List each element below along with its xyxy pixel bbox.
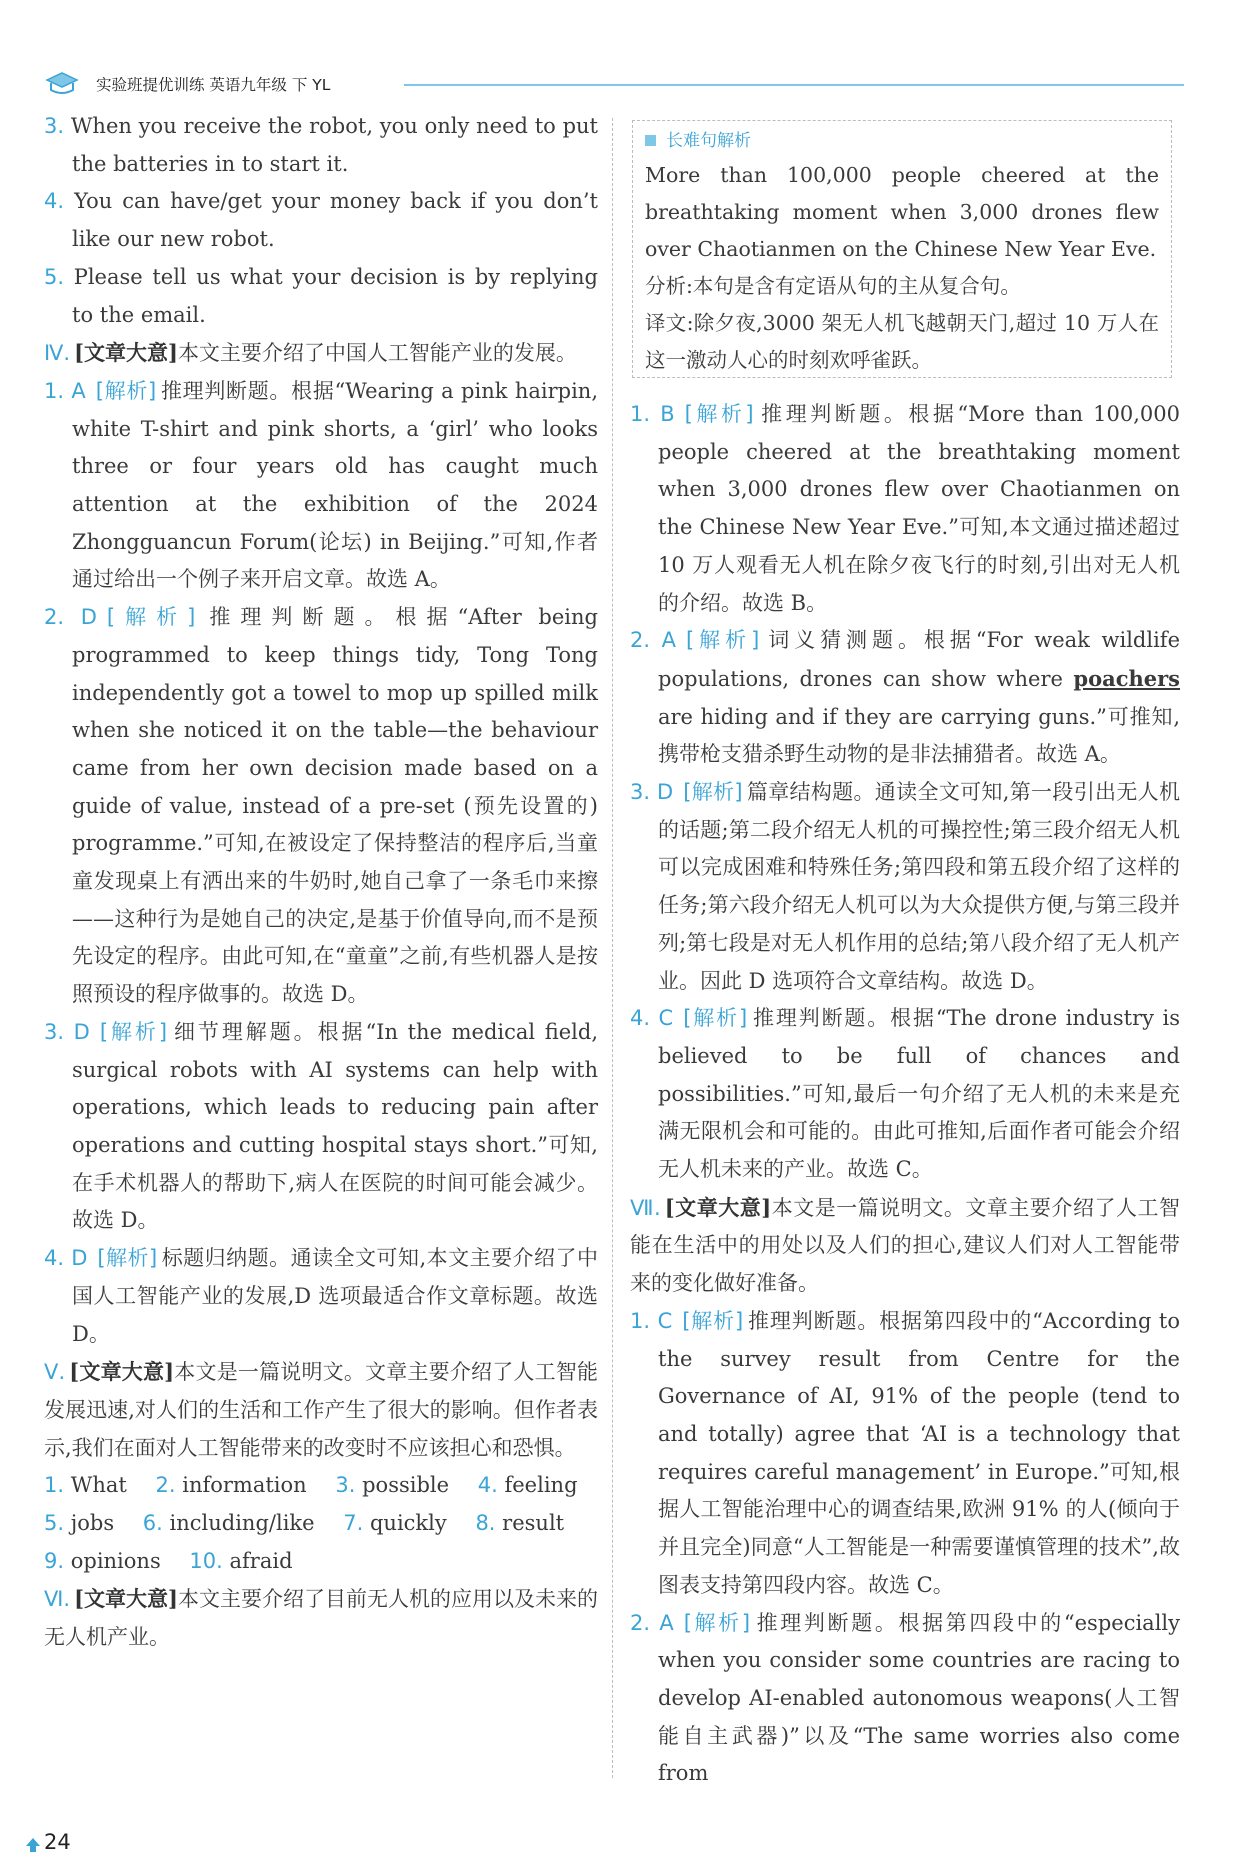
- answer-item: 1. C [解析] 推理判断题。根据第四段中的“According to the survey result from Centre for the Governance of AI, 91% of the people (tend to and totally) agree that ‘AI is a technology that requires careful management’ in Europe.”可知,根据人工智能治理中心的调查结果,欧洲 91% 的人(倾向于并且完全)同意“人工智能是一种需要谨慎管理的技术”,故图表支持第四段内容。故选 C。: [630, 1308, 1180, 1597]
- header-rule: [404, 84, 1184, 86]
- fill-answers-row: 9. opinions 10. afraid: [44, 1548, 293, 1573]
- keyword-poachers: poachers: [1073, 665, 1180, 691]
- fill-answers-row: 1. What 2. information 3. possible 4. feeling: [44, 1473, 578, 1498]
- answer-item: 4. You can have/get your money back if you don’t like our new robot.: [44, 189, 598, 252]
- square-bullet-icon: [645, 135, 656, 146]
- box-analysis: 分析:本句是含有定语从句的主从复合句。: [645, 274, 1021, 298]
- section-summary: Ⅳ. [文章大意]本文主要介绍了中国人工智能产业的发展。: [44, 340, 577, 366]
- answer-item: 1. A [解析] 推理判断题。根据“Wearing a pink hairpin, white T-shirt and pink shorts, a ‘girl’ who looks three or four years old has caught much attention at the exhibition of the 2024 Zhongguancun Forum(论坛) in Beijing.”可知,作者通过给出一个例子来开启文章。故选 A。: [44, 378, 599, 592]
- book-icon: [44, 68, 80, 98]
- answer-item: 4. C [解析] 推理判断题。根据“The drone industry is believed to be full of chances and possibilities.”可知,最后一句介绍了无人机的未来是充满无限机会和可能的。由此可推知,后面作者可能会介绍无人机未来的产业。故选 C。: [630, 1006, 1180, 1182]
- box-title: 长难句解析: [645, 129, 1159, 153]
- box-translation: 译文:除夕夜,3000 架无人机飞越朝天门,超过 10 万人在这一激动人心的时刻欢呼雀跃。: [645, 311, 1159, 372]
- arrow-up-icon: [24, 1836, 42, 1854]
- answer-item: 1. B [解析] 推理判断题。根据“More than 100,000 people cheered at the breathtaking moment when 3,000 drones flew over Chaotianmen on the Chinese New Year Eve.”可知,本文通过描述超过 10 万人观看无人机在除夕夜飞行的时刻,引出对无人机的介绍。故选 B。: [630, 402, 1181, 615]
- answer-item: 5. Please tell us what your decision is by replying to the email.: [44, 264, 598, 327]
- left-column: [44, 108, 598, 1657]
- page-header: [44, 68, 1184, 98]
- right-column: [630, 396, 1180, 1793]
- answer-item: 2. D [解析] 推理判断题。根据“After being programmed to keep things tidy, Tong Tong independently got a towel to mop up spilled milk when she noticed it on the table—the behaviour came from her own decision made based on a guide of value, instead of a pre-set (预先设置的) programme.”可知,在被设定了保持整洁的程序后,当童童发现桌上有洒出来的牛奶时,她自己拿了一条毛巾来擦——这种行为是她自己的决定,是基于价值导向,而不是预先设定的程序。由此可知,在“童童”之前,有些机器人是按照预设的程序做事的。故选 D。: [44, 605, 598, 1007]
- section-summary: Ⅶ. [文章大意]本文是一篇说明文。文章主要介绍了人工智能在生活中的用处以及人们的担心,建议人们对人工智能带来的变化做好准备。: [630, 1194, 1181, 1296]
- section-summary: Ⅵ. [文章大意]本文主要介绍了目前无人机的应用以及未来的无人机产业。: [44, 1586, 599, 1650]
- answer-item: 3. When you receive the robot, you only need to put the batteries in to start it.: [44, 114, 598, 176]
- sentence-analysis-box: [632, 120, 1172, 378]
- answer-item: 2. A [解析] 推理判断题。根据第四段中的“especially when you consider some countries are racing to develop AI-enabled autonomous weapons(人工智能自主武器)”以及“The same worries also come from: [630, 1610, 1181, 1786]
- answer-item: 3. D [解析] 篇章结构题。通读全文可知,第一段引出无人机的话题;第二段介绍无人机的可操控性;第三段介绍无人机可以完成困难和特殊任务;第四段和第五段介绍了这样的任务;第六段介绍无人机可以为大众提供方便,与第三段并列;第七段是对无人机作用的总结;第八段介绍了无人机产业。因此 D 选项符合文章结构。故选 D。: [630, 780, 1180, 993]
- answer-item: 2. A [解析] 词义猜测题。根据“For weak wildlife populations, drones can show where poachers are hiding and if they are carrying guns.”可推知,携带枪支猎杀野生动物的是非法捕猎者。故选 A。: [630, 628, 1181, 767]
- page-number: 24: [24, 1830, 84, 1860]
- header-title: 实验班提优训练 英语九年级 下 YL: [96, 76, 331, 94]
- answer-item: 4. D [解析] 标题归纳题。通读全文可知,本文主要介绍了中国人工智能产业的发展,D 选项最适合作文章标题。故选 D。: [44, 1246, 598, 1346]
- answer-item: 3. D [解析] 细节理解题。根据“In the medical field, surgical robots with AI systems can help with operations, which leads to reducing pain after operations and cutting hospital stays short.”可知,在手术机器人的帮助下,病人在医院的时间可能会减少。故选 D。: [44, 1019, 598, 1233]
- column-divider: [612, 118, 613, 1778]
- section-summary: Ⅴ. [文章大意]本文是一篇说明文。文章主要介绍了人工智能发展迅速,对人们的生活和工作产生了很大的影响。但作者表示,我们在面对人工智能带来的改变时不应该担心和恐惧。: [44, 1359, 599, 1460]
- fill-answers-row: 5. jobs 6. including/like 7. quickly 8. result: [44, 1511, 565, 1536]
- box-english: More than 100,000 people cheered at the breathtaking moment when 3,000 drones flew over Chaotianmen on the Chinese New Year Eve.: [645, 163, 1159, 261]
